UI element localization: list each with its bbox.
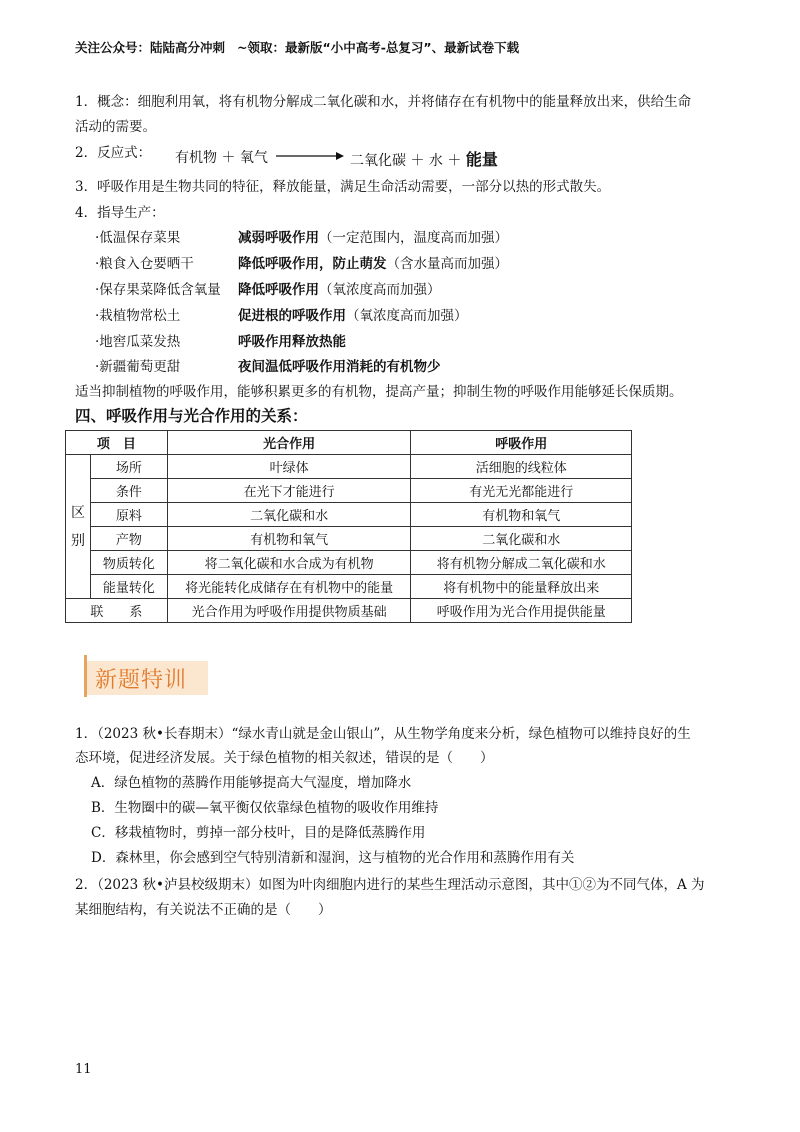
guide-bold: 夜间温低呼吸作用消耗的有机物少	[238, 359, 441, 375]
guide-item: ·地窖瓜菜发热	[95, 334, 181, 350]
option-c: C．移栽植物时，剪掉一部分枝叶，目的是降低蒸腾作用	[91, 825, 426, 841]
row-respiration: 将有机物中的能量释放出来	[411, 575, 632, 599]
equation-left: 有机物 ＋ 氧气	[175, 150, 268, 166]
question-2-line1: 2．（2023 秋•泸县校级期末）如图为叶肉细胞内进行的某些生理活动示意图，其中①②为不同气体，A 为	[75, 877, 705, 893]
badge-text: 新题特训	[95, 668, 188, 693]
row-respiration: 二氧化碳和水	[411, 527, 632, 551]
summary-line: 适当抑制植物的呼吸作用，能够积累更多的有机物，提高产量；抑制生物的呼吸作用能够延长保质期。	[75, 384, 683, 400]
table-row	[66, 551, 632, 575]
guide-bold: 呼吸作用释放热能	[238, 334, 346, 350]
table-head-item: 项 目	[66, 431, 168, 455]
row-respiration: 有光无光都能进行	[411, 479, 632, 503]
header-right: ~领取：最新版“小中高考-总复习”、最新试卷下载	[237, 40, 520, 55]
row-photosynthesis: 叶绿体	[167, 455, 411, 479]
guide-desc	[238, 252, 508, 272]
guide-note: （一定范围内，温度高而加强）	[319, 230, 508, 246]
row-photosynthesis: 光合作用为呼吸作用提供物质基础	[167, 599, 411, 623]
row-key: 物质转化	[90, 551, 167, 575]
guide-bold: 降低呼吸作用，防止萌发	[238, 256, 387, 272]
table-row	[66, 455, 632, 479]
concept-line-cont: 活动的需要。	[75, 119, 156, 135]
table-row	[66, 527, 632, 551]
row-key: 场所	[90, 455, 167, 479]
question-1-line2: 态环境，促进经济发展。关于绿色植物的相关叙述，错误的是（ ）	[75, 750, 494, 766]
row-key: 产物	[90, 527, 167, 551]
guide-note: （含水量高而加强）	[386, 256, 508, 272]
feature-line: 3．呼吸作用是生物共同的特征，释放能量，满足生命活动需要，一部分以热的形式散失。	[75, 179, 611, 195]
group-label-difference: 区 别	[66, 455, 91, 599]
table-header-row	[66, 431, 632, 455]
guide-desc	[238, 304, 468, 324]
guide-bold: 促进根的呼吸作用	[238, 308, 346, 324]
row-key: 条件	[90, 479, 167, 503]
guide-desc	[238, 226, 508, 246]
equation-energy: 能量	[465, 150, 498, 169]
option-b: B．生物圈中的碳—氧平衡仅依靠绿色植物的吸收作用维持	[91, 800, 439, 816]
row-respiration: 呼吸作用为光合作用提供能量	[411, 599, 632, 623]
row-photosynthesis: 二氧化碳和水	[167, 503, 411, 527]
equation-right-text: 二氧化碳 ＋ 水 ＋	[350, 153, 462, 169]
guide-desc	[238, 330, 346, 350]
option-a: A．绿色植物的蒸腾作用能够提高大气湿度，增加降水	[91, 775, 412, 791]
guide-bold: 减弱呼吸作用	[238, 230, 319, 246]
guide-item: ·低温保存菜果	[95, 230, 181, 246]
row-photosynthesis: 在光下才能进行	[167, 479, 411, 503]
page-number: 11	[75, 1062, 92, 1077]
row-key: 能量转化	[90, 575, 167, 599]
row-key: 原料	[90, 503, 167, 527]
equation-label: 2．反应式：	[75, 145, 152, 161]
guide-item: ·粮食入仓要晒干	[95, 256, 194, 272]
section-badge	[78, 655, 213, 697]
guide-label: 4．指导生产：	[75, 205, 165, 221]
question-2-line2: 某细胞结构，有关说法不正确的是（ ）	[75, 902, 332, 918]
relation-table	[65, 430, 632, 623]
guide-item: ·栽植物常松土	[95, 308, 181, 324]
badge-bar	[84, 655, 87, 697]
arrow-icon	[276, 150, 344, 162]
option-d: D．森林里，你会感到空气特别清新和湿润，这与植物的光合作用和蒸腾作用有关	[91, 850, 575, 866]
table-head-respiration: 呼吸作用	[411, 431, 632, 455]
table-row-link	[66, 599, 632, 623]
section-title: 四、呼吸作用与光合作用的关系：	[75, 407, 308, 425]
row-photosynthesis: 将光能转化成储存在有机物中的能量	[167, 575, 411, 599]
header-left: 关注公众号：陆陆高分冲刺	[75, 40, 226, 55]
row-photosynthesis: 有机物和氧气	[167, 527, 411, 551]
guide-desc	[238, 355, 441, 375]
row-respiration: 将有机物分解成二氧化碳和水	[411, 551, 632, 575]
table-row	[66, 575, 632, 599]
guide-item: ·新疆葡萄更甜	[95, 359, 181, 375]
table-row	[66, 479, 632, 503]
row-respiration: 活细胞的线粒体	[411, 455, 632, 479]
row-respiration: 有机物和氧气	[411, 503, 632, 527]
question-1-line1: 1．（2023 秋•长春期末）“绿水青山就是金山银山”，从生物学角度来分析，绿色植物可以维持良好的生	[75, 726, 691, 742]
table-head-photosynthesis: 光合作用	[167, 431, 411, 455]
equation-right	[350, 147, 498, 170]
guide-bold: 降低呼吸作用	[238, 282, 319, 298]
page-header	[75, 38, 519, 56]
guide-item: ·保存果菜降低含氧量	[95, 282, 221, 298]
guide-note: （氧浓度高而加强）	[346, 308, 468, 324]
guide-note: （氧浓度高而加强）	[319, 282, 441, 298]
table-row	[66, 503, 632, 527]
concept-line: 1．概念：细胞利用氧，将有机物分解成二氧化碳和水，并将储存在有机物中的能量释放出来，供给生命	[75, 94, 692, 110]
row-photosynthesis: 将二氧化碳和水合成为有机物	[167, 551, 411, 575]
guide-desc	[238, 278, 441, 298]
row-key: 联 系	[66, 599, 168, 623]
